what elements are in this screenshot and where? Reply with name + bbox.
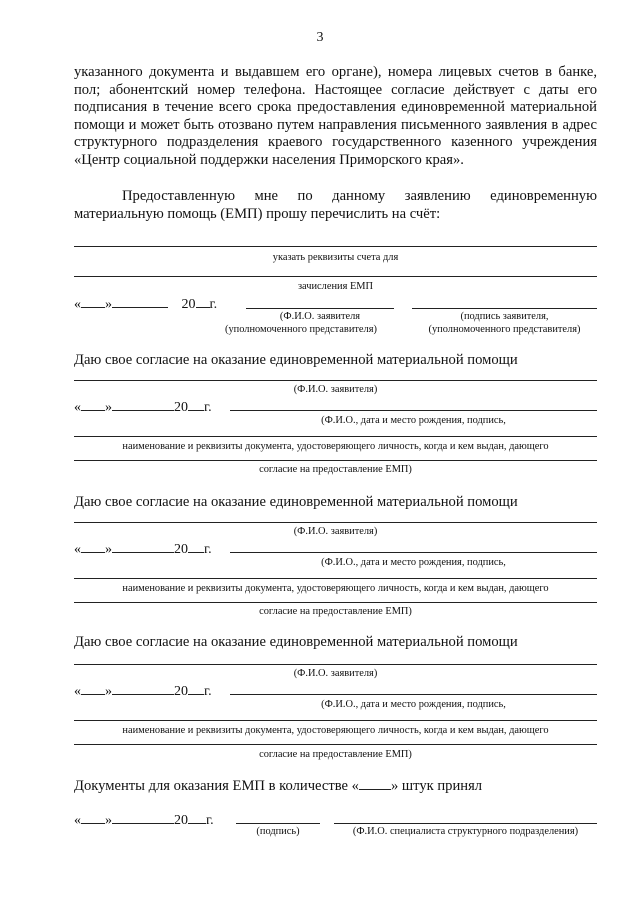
consent-details-line-3[interactable] <box>230 694 597 695</box>
documents-count-field[interactable] <box>359 776 391 790</box>
applicant-fio-line[interactable] <box>246 308 394 309</box>
consent-fio-line-3[interactable] <box>74 664 597 665</box>
consent-details-line-1[interactable] <box>230 410 597 411</box>
consent-document-line-3[interactable] <box>74 720 597 721</box>
year-field[interactable] <box>188 810 206 824</box>
page-number: 3 <box>316 30 324 45</box>
month-field[interactable] <box>112 397 174 411</box>
consent-details-line-2[interactable] <box>230 552 597 553</box>
consent-consent-caption-2: согласие на предоставление ЕМП) <box>259 606 412 617</box>
consent-fio-line-2[interactable] <box>74 522 597 523</box>
consent-fio-caption-2: (Ф.И.О. заявителя) <box>293 526 378 537</box>
applicant-sign-line[interactable] <box>412 308 597 309</box>
acceptance-sign-line[interactable] <box>236 823 320 824</box>
day-field[interactable] <box>81 294 105 308</box>
consent-document-caption-1: наименование и реквизиты документа, удостоверяющего личность, когда и кем выдан, дающего <box>122 441 549 452</box>
acceptance-date: « » 20 г. <box>74 810 214 829</box>
acceptance-fio-line[interactable] <box>334 823 597 824</box>
account-line-2[interactable] <box>74 276 597 277</box>
day-field[interactable] <box>81 539 105 553</box>
consent-consent-line-1[interactable] <box>74 460 597 461</box>
day-field[interactable] <box>81 397 105 411</box>
consent-document-caption-3: наименование и реквизиты документа, удостоверяющего личность, когда и кем выдан, дающего <box>122 725 549 736</box>
account-caption-2: зачисления ЕМП <box>297 281 374 292</box>
applicant-fio-caption-2: (уполномоченного представителя) <box>225 324 377 335</box>
acceptance-sign-caption: (подпись) <box>256 826 300 837</box>
consent-heading-1: Даю свое согласие на оказание единовременной материальной помощи <box>74 352 518 368</box>
transfer-paragraph: Предоставленную мне по данному заявлению единовременную материальную помощь (ЕМП) прошу перечислить на счёт: <box>74 188 597 222</box>
consent-details-caption-1: (Ф.И.О., дата и место рождения, подпись, <box>321 415 506 426</box>
day-field[interactable] <box>81 810 105 824</box>
acceptance-statement: Документы для оказания ЕМП в количестве « » штук принял <box>74 778 483 794</box>
consent-consent-caption-1: согласие на предоставление ЕМП) <box>259 464 412 475</box>
account-caption-1: указать реквизиты счета для <box>272 252 399 263</box>
consent-consent-line-2[interactable] <box>74 602 597 603</box>
consent-document-line-2[interactable] <box>74 578 597 579</box>
consent-document-line-1[interactable] <box>74 436 597 437</box>
consent-date-2: « » 20 г. <box>74 539 212 558</box>
applicant-fio-caption-1: (Ф.И.О. заявителя <box>279 311 361 322</box>
intro-paragraph: указанного документа и выдавшем его органе), номера лицевых счетов в банке, пол; абонентский номер телефона. Настоящее согласие действует с даты его подписания в течение всего срока предоставления единовременной материальной помощи и может быть отозвано путем направления письменного заявления в адрес структурного подразделения краевого государственного казенного учреждения «Центр социальной поддержки населения Приморского края». <box>74 64 597 168</box>
consent-details-caption-2: (Ф.И.О., дата и место рождения, подпись, <box>321 557 506 568</box>
day-field[interactable] <box>81 681 105 695</box>
month-field[interactable] <box>112 539 174 553</box>
month-field[interactable] <box>112 810 174 824</box>
month-field[interactable] <box>112 681 174 695</box>
consent-details-caption-3: (Ф.И.О., дата и место рождения, подпись, <box>321 699 506 710</box>
applicant-date: « » 20 г. <box>74 294 217 313</box>
consent-fio-caption-3: (Ф.И.О. заявителя) <box>293 668 378 679</box>
year-field[interactable] <box>188 681 204 695</box>
month-field[interactable] <box>112 294 168 308</box>
year-field[interactable] <box>196 294 210 308</box>
consent-heading-3: Даю свое согласие на оказание единовременной материальной помощи <box>74 634 518 650</box>
year-field[interactable] <box>188 539 204 553</box>
consent-fio-line-1[interactable] <box>74 380 597 381</box>
consent-document-caption-2: наименование и реквизиты документа, удостоверяющего личность, когда и кем выдан, дающего <box>122 583 549 594</box>
consent-date-3: « » 20 г. <box>74 681 212 700</box>
consent-date-1: « » 20 г. <box>74 397 212 416</box>
consent-fio-caption-1: (Ф.И.О. заявителя) <box>293 384 378 395</box>
consent-consent-caption-3: согласие на предоставление ЕМП) <box>259 749 412 760</box>
acceptance-fio-caption: (Ф.И.О. специалиста структурного подразделения) <box>352 826 579 837</box>
consent-consent-line-3[interactable] <box>74 744 597 745</box>
account-line-1[interactable] <box>74 246 597 247</box>
applicant-sign-caption-2: (уполномоченного представителя) <box>428 324 581 335</box>
applicant-sign-caption-1: (подпись заявителя, <box>460 311 549 322</box>
consent-heading-2: Даю свое согласие на оказание единовременной материальной помощи <box>74 494 518 510</box>
year-field[interactable] <box>188 397 204 411</box>
